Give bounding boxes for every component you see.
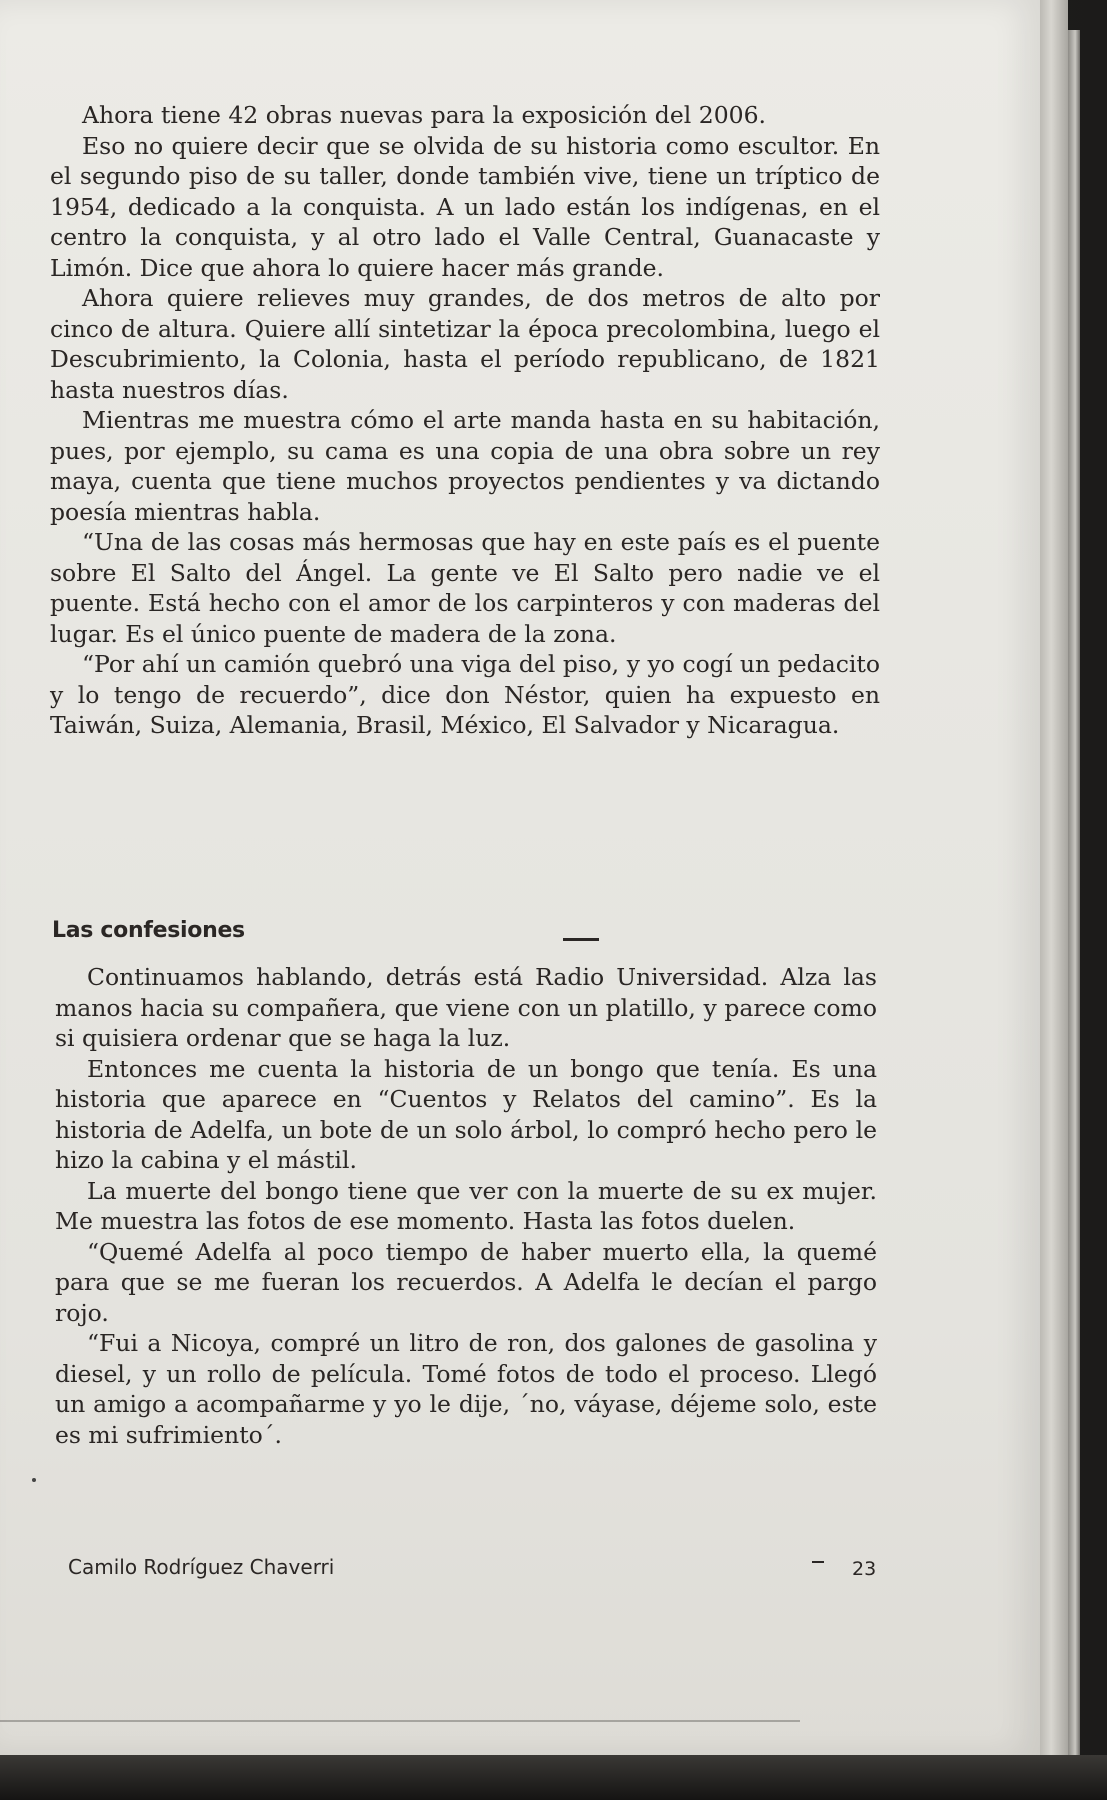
section-heading: Las confesiones bbox=[52, 918, 245, 943]
page-edge bbox=[1040, 0, 1068, 1755]
paragraph: Eso no quiere decir que se olvida de su historia como escultor. En el segundo piso de su taller, donde también vive, tiene un tríptico de 1954, dedicado a la conquista. A un lado están los indígenas, en el centro la conquista, y al otro lado el Valle Central, Guanacaste y Limón. Dice que ahora lo quiere hacer más grande. bbox=[50, 131, 880, 282]
paragraph: “Quemé Adelfa al poco tiempo de haber muerto ella, la quemé para que se me fueran los recuerdos. A Adelfa le decían el pargo rojo. bbox=[55, 1237, 877, 1327]
paragraph: “Una de las cosas más hermosas que hay en este país es el puente sobre El Salto del Ángel. La gente ve El Salto pero nadie ve el puente. Está hecho con el amor de los carpinteros y con maderas del lugar. Es el único puente de madera de la zona. bbox=[50, 528, 880, 648]
page-stack-edge bbox=[1068, 30, 1080, 1775]
body-text bbox=[50, 100, 880, 741]
section-text bbox=[55, 962, 877, 1450]
page-number: 23 bbox=[852, 1558, 877, 1580]
paragraph: Continuamos hablando, detrás está Radio Universidad. Alza las manos hacia su compañera, que viene con un platillo, y parece como si quisiera ordenar que se haga la luz. bbox=[55, 963, 877, 1052]
paragraph: Ahora tiene 42 obras nuevas para la exposición del 2006. bbox=[82, 101, 767, 129]
page-bottom-line bbox=[0, 1720, 800, 1722]
heading-dash bbox=[563, 938, 599, 941]
paragraph: Mientras me muestra cómo el arte manda hasta en su habitación, pues, por ejemplo, su cama es una copia de una obra sobre un rey maya, cuenta que tiene muchos proyectos pendientes y va dictando poesía mientras habla. bbox=[50, 406, 880, 526]
paragraph: Ahora quiere relieves muy grandes, de dos metros de alto por cinco de altura. Quiere allí sintetizar la época precolombina, luego el Descubrimiento, la Colonia, hasta el período republicano, de 1821 hasta nuestros días. bbox=[50, 284, 880, 404]
footer-dash bbox=[812, 1561, 824, 1563]
margin-dot bbox=[32, 1478, 36, 1482]
table-shadow bbox=[0, 1755, 1107, 1800]
paragraph: La muerte del bongo tiene que ver con la muerte de su ex mujer. Me muestra las fotos de ese momento. Hasta las fotos duelen. bbox=[55, 1176, 877, 1235]
footer-author: Camilo Rodríguez Chaverri bbox=[68, 1555, 335, 1579]
paragraph: Entonces me cuenta la historia de un bongo que tenía. Es una historia que aparece en “Cuentos y Relatos del camino”. Es la historia de Adelfa, un bote de un solo árbol, lo compró hecho pero le hizo la cabina y el mástil. bbox=[55, 1054, 877, 1174]
paragraph: “Fui a Nicoya, compré un litro de ron, dos galones de gasolina y diesel, y un rollo de película. Tomé fotos de todo el proceso. Llegó un amigo a acompañarme y yo le dije, ´no, váyase, déjeme solo, este es mi sufrimiento´. bbox=[55, 1329, 877, 1449]
paragraph: “Por ahí un camión quebró una viga del piso, y yo cogí un pedacito y lo tengo de recuerdo”, dice don Néstor, quien ha expuesto en Taiwán, Suiza, Alemania, Brasil, México, El Salvador y Nicaragua. bbox=[50, 650, 880, 739]
